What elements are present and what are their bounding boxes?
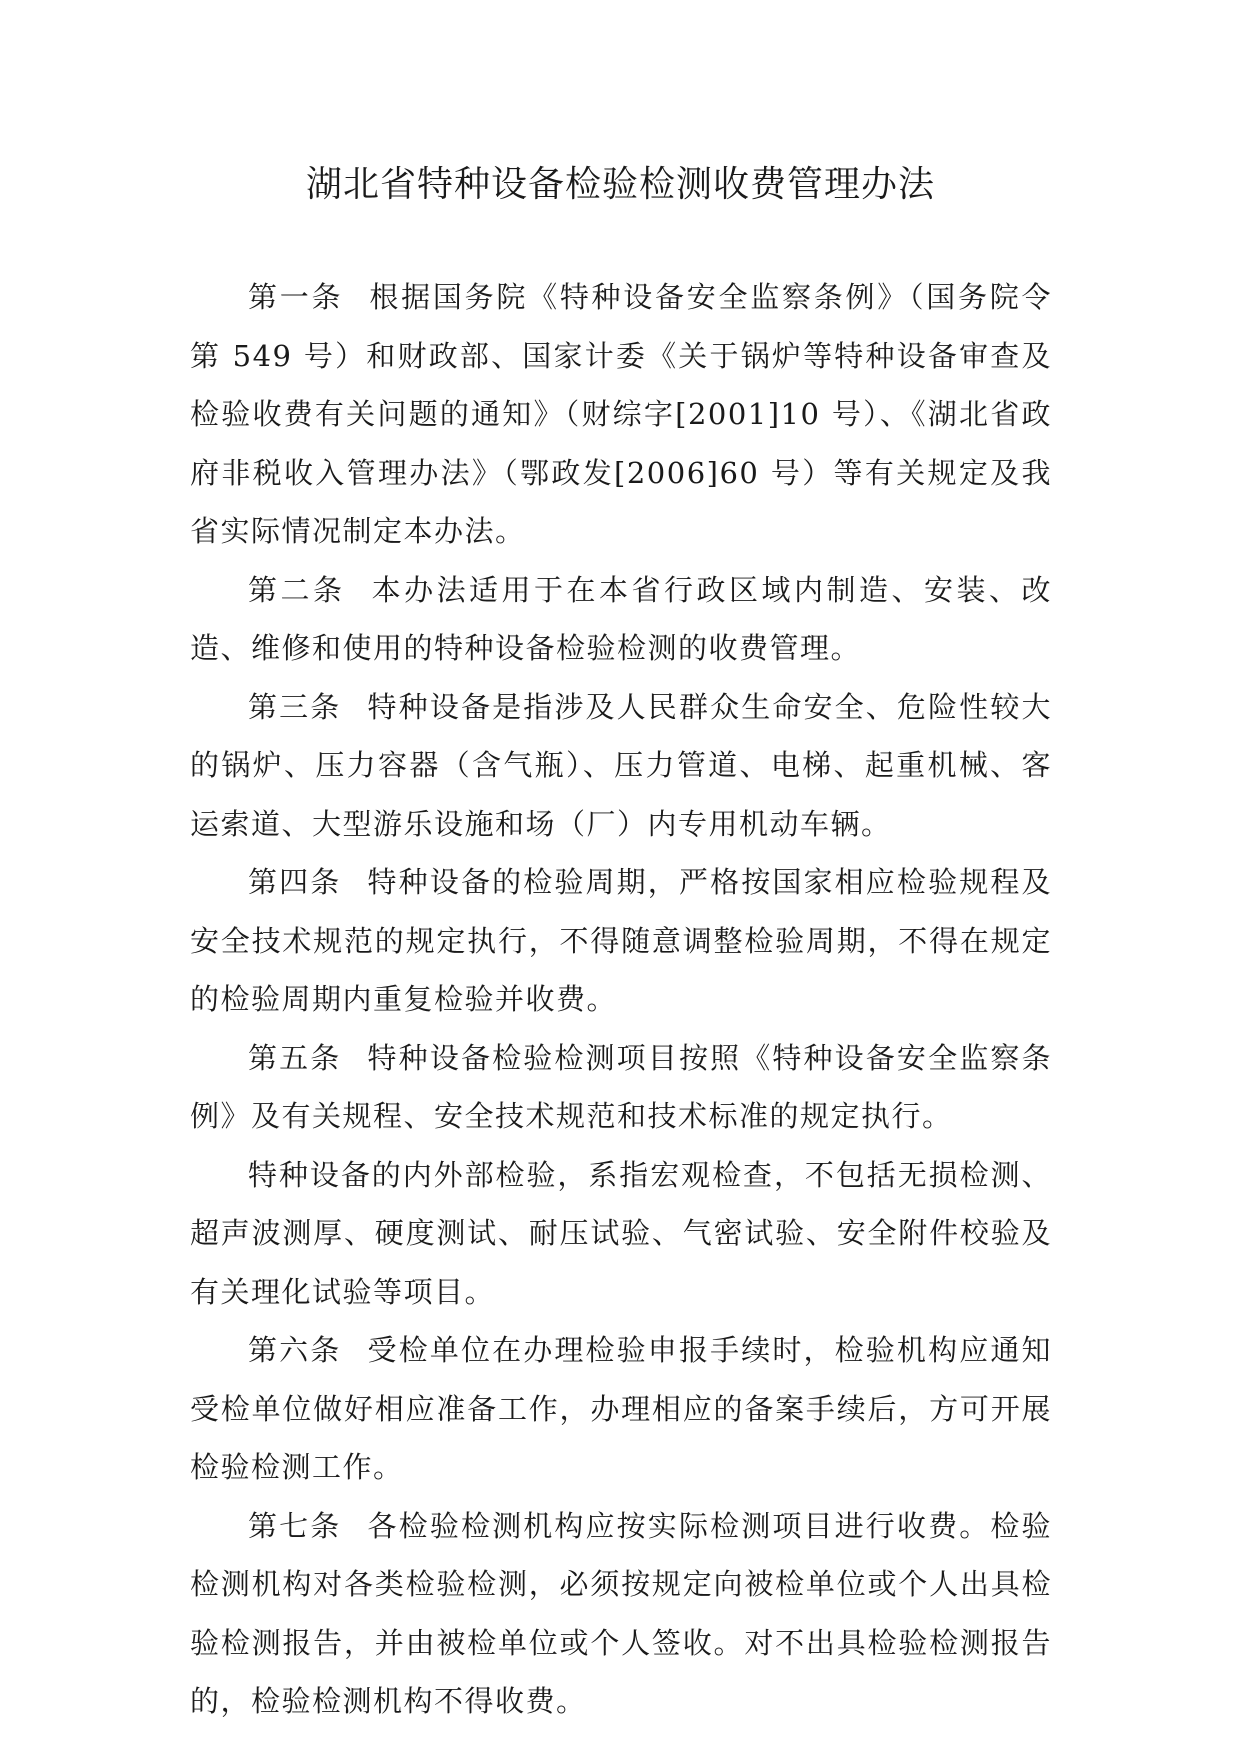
article-3 xyxy=(190,678,1052,854)
article-text: 特种设备的检验周期，严格按国家相应检验规程及安全技术规范的规定执行，不得随意调整检验周期，不得在规定的检验周期内重复检验并收费。 xyxy=(190,865,1052,1016)
document-body xyxy=(190,268,1052,1731)
article-text: 特种设备检验检测项目按照《特种设备安全监察条例》及有关规程、安全技术规范和技术标准的规定执行。 xyxy=(190,1040,1052,1133)
article-7 xyxy=(190,1497,1052,1731)
article-number: 第一条 xyxy=(248,280,344,314)
article-5-continued xyxy=(190,1146,1052,1322)
article-4 xyxy=(190,853,1052,1029)
article-number: 第七条 xyxy=(248,1508,342,1543)
article-text: 根据国务院《特种设备安全监察条例》（国务院令第 549 号）和财政部、国家计委《关于锅炉等特种设备审查及检验收费有关问题的通知》（财综字[2001]10 号）、《湖北省政府非税收入管理办法》（鄂政发[2006]60 号）等有关规定及我省实际情况制定本办法。 xyxy=(190,280,1052,548)
article-text: 本办法适用于在本省行政区域内制造、安装、改造、维修和使用的特种设备检验检测的收费管理。 xyxy=(190,572,1052,665)
article-6 xyxy=(190,1321,1052,1497)
article-text: 各检验检测机构应按实际检测项目进行收费。检验检测机构对各类检验检测，必须按规定向被检单位或个人出具检验检测报告，并由被检单位或个人签收。对不出具检验检测报告的，检验检测机构不得收费。 xyxy=(190,1508,1052,1718)
article-text: 受检单位在办理检验申报手续时，检验机构应通知受检单位做好相应准备工作，办理相应的备案手续后，方可开展检验检测工作。 xyxy=(190,1333,1052,1484)
article-text: 特种设备的内外部检验，系指宏观检查，不包括无损检测、超声波测厚、硬度测试、耐压试验、气密试验、安全附件校验及有关理化试验等项目。 xyxy=(190,1157,1052,1309)
article-text: 特种设备是指涉及人民群众生命安全、危险性较大的锅炉、压力容器（含气瓶）、压力管道、电梯、起重机械、客运索道、大型游乐设施和场（厂）内专用机动车辆。 xyxy=(190,689,1052,841)
article-5 xyxy=(190,1029,1052,1146)
article-2 xyxy=(190,561,1052,678)
article-number: 第三条 xyxy=(248,689,342,724)
article-1 xyxy=(190,268,1052,561)
article-number: 第五条 xyxy=(248,1040,342,1075)
article-number: 第六条 xyxy=(248,1333,342,1367)
document-title: 湖北省特种设备检验检测收费管理办法 xyxy=(305,164,935,205)
article-number: 第二条 xyxy=(248,572,346,607)
article-number: 第四条 xyxy=(248,865,342,899)
